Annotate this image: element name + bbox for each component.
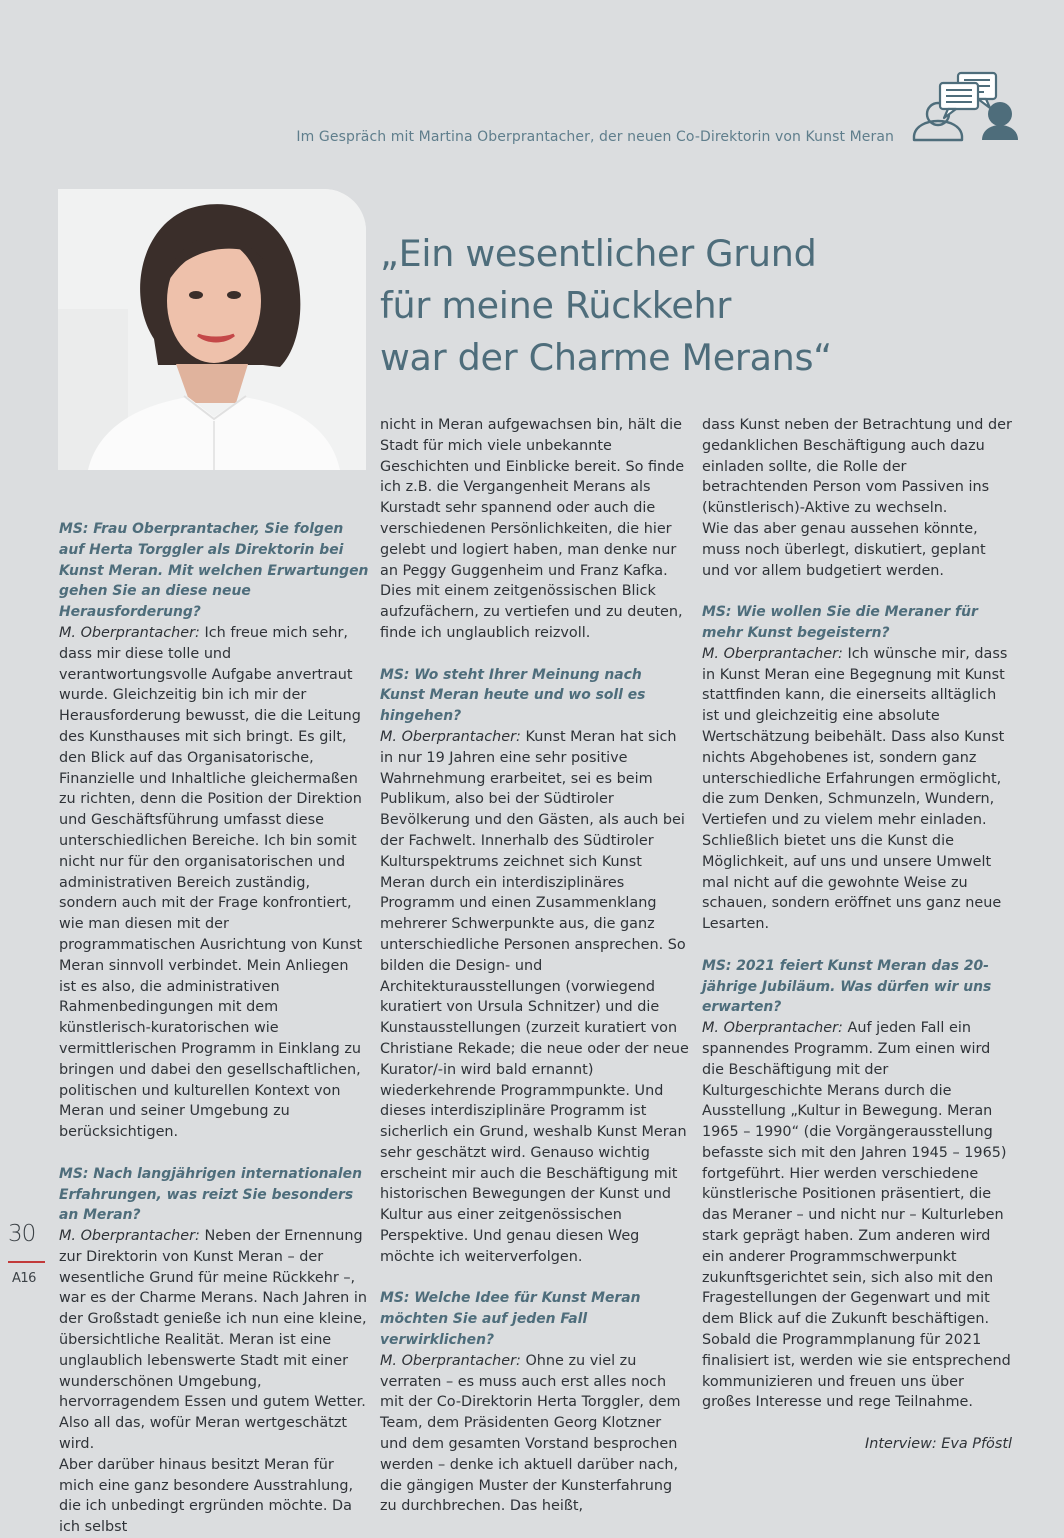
question-2: MS: Nach langjährigen internationalen Erfahrungen, was reizt Sie besonders an Meran?: [59, 1165, 362, 1224]
answer-5-text: Ich wünsche mir, dass in Kunst Meran eine Begegnung mit Kunst stattfinden kann, die einerseits alltäglich ist und gleichzeitig eine absolute Wertschätzung beibehält. Dass also Kunst nichts Abgehobenes ist, sondern ganz unterschiedliche Erfahrungen ermöglicht, die zum Denken, Schmunzeln, Wundern, Vertiefen und zu vielem mehr einladen. Schließlich bietet uns die Kunst die Möglichkeit, auf uns und unsere Umwelt mal nicht auf die gewohnte Weise zu schauen, sondern eröffnet uns ganz neue Lesarten.: [702, 645, 1008, 933]
headline-line-2: für meine Rückkehr: [380, 284, 732, 327]
answer-4-budget: Wie das aber genau aussehen könnte, muss noch überlegt, diskutiert, geplant und vor allem budgetiert werden.: [702, 520, 986, 579]
interview-byline: Interview: Eva Pföstl: [864, 1436, 1012, 1453]
answer-4: [380, 1351, 690, 1517]
answer-4-text: Ohne zu viel zu verraten – es muss auch erst alles noch mit der Co-Direktorin Herta Torggler, dem Team, dem Präsidenten Georg Klotzner und dem gesamten Vorstand besprochen werden – denke ich aktuell darüber nach, die gängigen Muster der Kunsterfahrung zu durchbrechen. Das heißt,: [380, 1352, 681, 1515]
question-4: MS: Welche Idee für Kunst Meran möchten Sie auf jeden Fall verwirklichen?: [380, 1290, 641, 1349]
answer-2-text: Neben der Ernennung zur Direktorin von Kunst Meran – der wesentliche Grund für meine Rückkehr –, war es der Charme Merans. Nach Jahren in der Großstadt genieße ich nun eine kleine, übersichtliche Realität. Meran ist eine unglaublich lebenswerte Stadt mit einer wunderschönen Umgebung, hervorragendem Essen und gutem Wetter. Also all das, wofür Meran wertgeschätzt wird.: [59, 1228, 367, 1453]
question-6: MS: 2021 feiert Kunst Meran das 20-jährige Jubiläum. Was dürfen wir uns erwarten?: [702, 957, 992, 1016]
headline-line-1: „Ein wesentlicher Grund: [380, 232, 817, 275]
page-number: 30: [8, 1221, 36, 1247]
answer-5: [702, 644, 1012, 935]
speaker-label: M. Oberprantacher:: [702, 645, 843, 662]
speaker-label: M. Oberprantacher:: [380, 1352, 521, 1369]
answer-3: [380, 727, 690, 1268]
answer-2-continued-col2: nicht in Meran aufgewachsen bin, hält die Stadt für mich viele unbekannte Geschichten und Einblicke bereit. So finde ich z.B. die Vergangenheit Merans als Kurstadt sehr spannend oder auch die verschiedenen Persönlichkeiten, die hier gelebt und logiert haben, man denke nur an Peggy Guggenheim und Franz Kafka. Dies mit einem zeitgenössischen Blick aufzufächern, zu vertiefen und zu deuten, finde ich unglaublich reizvoll.: [380, 417, 685, 641]
headline: [380, 228, 850, 384]
answer-2: [59, 1226, 369, 1455]
answer-6-continued: Sobald die Programmplanung für 2021 finalisiert ist, werden wie sie entsprechend kommunizieren und freuen uns über großes Interesse und rege Teilnahme.: [702, 1332, 1011, 1411]
speaker-label: M. Oberprantacher:: [380, 728, 521, 745]
answer-3-text: Kunst Meran hat sich in nur 19 Jahren eine sehr positive Wahrnehmung erarbeitet, sei es beim Publikum, also bei der Südtiroler Bevölkerung und den Gästen, als auch bei der Fachwelt. Innerhalb des Südtiroler Kulturspektrums zeichnet sich Kunst Meran durch ein interdisziplinäres Programm und einen Zusammenklang mehrerer Schwerpunkte aus, die ganz unterschiedliche Personen ansprechen. So bilden die Design- und Architekturausstellungen (vorwiegend kuratiert von Ursula Schnitzer) und die Kunstausstellungen (zurzeit kuratiert von Christiane Rekade; die neue oder der neue Kurator/-in wird bald ernannt) wiederkehrende Programmpunkte. Und dieses interdisziplinäre Programm ist sicherlich ein Grund, weshalb Kunst Meran sehr geschätzt wird. Genauso wichtig erscheint mir auch die Beschäftigung mit historischen Bewegungen der Kunst und Kultur aus einer zeitgenössischen Perspektive. Und genau diesen Weg möchte ich weiterverfolgen.: [380, 728, 689, 1265]
answer-6: [702, 1018, 1012, 1330]
answer-6-text: Auf jeden Fall ein spannendes Programm. Zum einen wird die Beschäftigung mit der Kulturgeschichte Merans durch die Ausstellung „Kultur in Bewegung. Meran 1965 – 1990“ (die Vorgängerausstellung befasste sich mit den Jahren 1945 – 1965) fortgeführt. Hier werden verschiedene künstlerische Positionen präsentiert, die das Meraner – und nicht nur – Kulturleben stark geprägt haben. Zum anderen wird ein anderer Programmschwerpunkt zukunftsgerichtet sein, sich also mit den Fragestellungen der Gegenwart und mit dem Blick auf die Zukunft beschäftigen.: [702, 1020, 1007, 1328]
speaker-label: M. Oberprantacher:: [59, 624, 200, 641]
question-1: MS: Frau Oberprantacher, Sie folgen auf Herta Torggler als Direktorin bei Kunst Meran. Mit welchen Erwartungen gehen Sie an diese neue Herausforderung?: [59, 521, 369, 621]
question-3: MS: Wo steht Ihrer Meinung nach Kunst Meran heute und wo soll es hingehen?: [380, 666, 646, 725]
portrait-illustration: [58, 189, 366, 470]
answer-4-continued: dass Kunst neben der Betrachtung und der gedanklichen Beschäftigung auch dazu einladen sollte, die Rolle der betrachtenden Person vom Passiven ins (künstlerisch)-Aktive zu wechseln.: [702, 417, 1012, 517]
speaker-label: M. Oberprantacher:: [59, 1228, 200, 1245]
answer-1-text: Ich freue mich sehr, dass mir diese tolle und verantwortungsvolle Aufgabe anvertraut wurde. Gleichzeitig bin ich mir der Herausforderung bewusst, die die Leitung des Kunsthauses mit sich bringt. Es gilt, den Blick auf das Organisatorische, Finanzielle und Inhaltliche gleichermaßen zu richten, denn die Position der Direktion und Geschäftsführung umfasst diese unterschiedlichen Bereiche. Ich bin somit nicht nur für den organisatorischen und administrativen Bereich zuständig, sondern auch mit der Frage konfrontiert, wie man diesen mit der programmatischen Ausrichtung von Kunst Meran sinnvoll verbindet. Mein Anliegen ist es also, die administrativen Rahmenbedingungen mit dem künstlerisch-kuratorischen wie vermittlerischen Programm in Einklang zu bringen und dabei den gesellschaftlichen, politischen und kulturellen Kontext von Meran und seiner Umgebung zu berücksichtigen.: [59, 624, 363, 1141]
article-column-1: [59, 519, 369, 1538]
headline-line-3: war der Charme Merans“: [380, 336, 832, 379]
question-5: MS: Wie wollen Sie die Meraner für mehr Kunst begeistern?: [702, 604, 978, 641]
answer-2-continued: Aber darüber hinaus besitzt Meran für mich eine ganz besondere Ausstrahlung, die ich unbedingt ergründen möchte. Da ich selbst: [59, 1456, 354, 1536]
answer-1: [59, 623, 369, 1143]
speaker-label: M. Oberprantacher:: [702, 1020, 843, 1037]
article-kicker: Im Gespräch mit Martina Oberprantacher, der neuen Co-Direktorin von Kunst Meran: [296, 129, 894, 145]
article-column-3: [702, 415, 1012, 1455]
portrait-photo: [58, 189, 366, 470]
conversation-people-icon: [910, 70, 1025, 150]
article-column-2: [380, 415, 690, 1517]
page-number-rule: [8, 1261, 45, 1263]
page-code: A16: [12, 1271, 36, 1286]
